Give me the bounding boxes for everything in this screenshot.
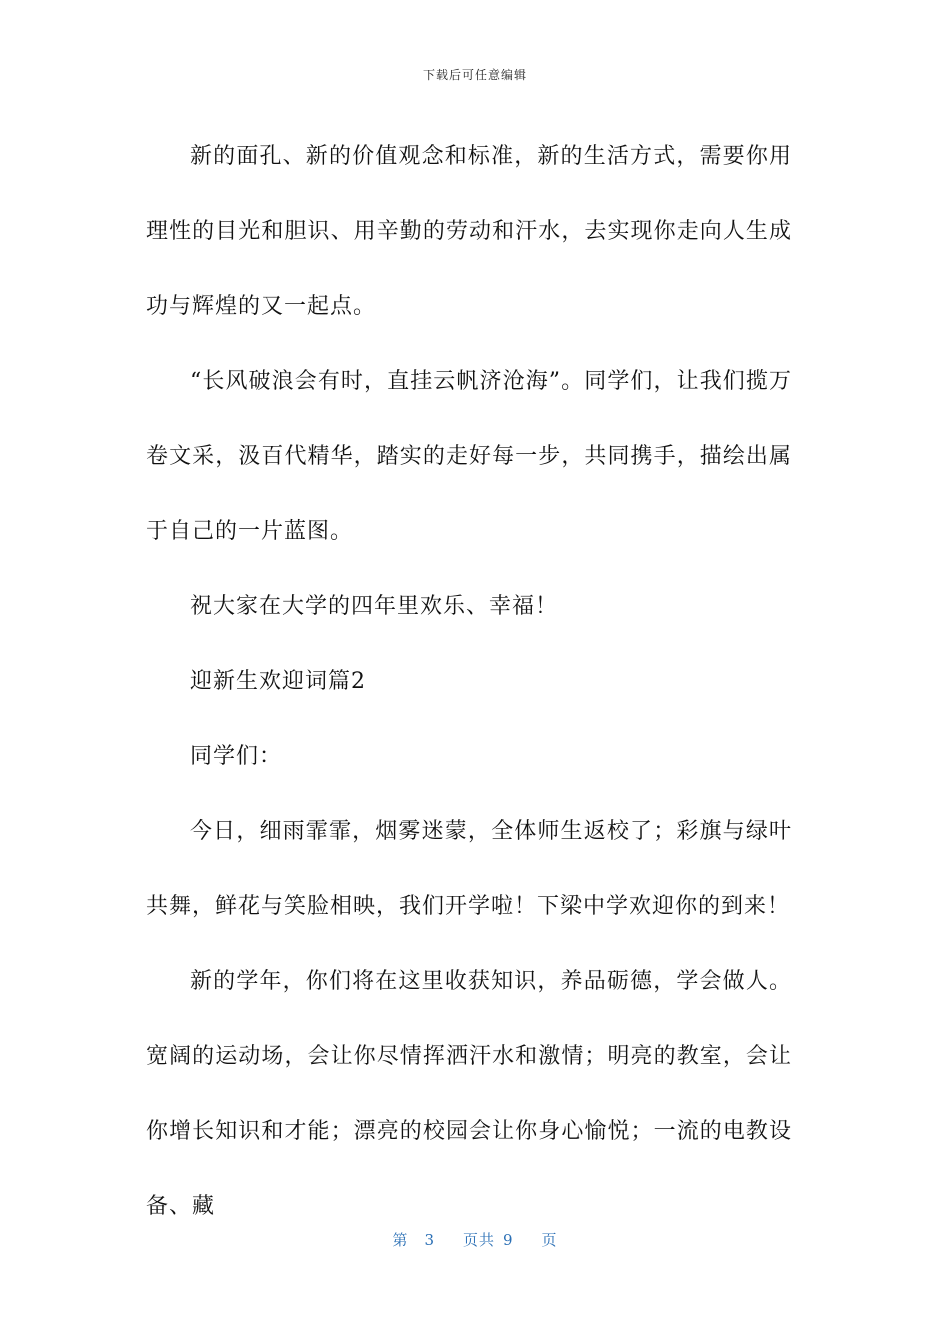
paragraph: 今日，细雨霏霏，烟雾迷蒙，全体师生返校了；彩旗与绿叶共舞，鲜花与笑脸相映，我们开学啦！下梁中学欢迎你的到来！ (146, 819, 792, 919)
footer-ye-gong: 页共 (462, 1231, 495, 1249)
footer-ye: 页 (541, 1231, 558, 1249)
salutation: 同学们： (190, 744, 283, 769)
document-body (146, 119, 792, 1244)
page-number-footer (0, 1229, 950, 1250)
total-pages-number: 9 (503, 1231, 514, 1249)
current-page-number: 3 (424, 1231, 435, 1249)
footer-di: 第 (392, 1231, 409, 1249)
paragraph: “长风破浪会有时，直挂云帆济沧海”。同学们，让我们揽万卷文采，汲百代精华，踏实的走好每一步，共同携手，描绘出属于自己的一片蓝图。 (146, 369, 792, 544)
paragraph: 祝大家在大学的四年里欢乐、幸福！ (190, 594, 559, 619)
header-note: 下载后可任意编辑 (422, 68, 527, 82)
paragraph: 新的面孔、新的价值观念和标准，新的生活方式，需要你用理性的目光和胆识、用辛勤的劳动和汗水，去实现你走向人生成功与辉煌的又一起点。 (146, 144, 792, 319)
paragraph: 新的学年，你们将在这里收获知识，养品砺德，学会做人。宽阔的运动场，会让你尽情挥洒汗水和激情；明亮的教室，会让你增长知识和才能；漂亮的校园会让你身心愉悦；一流的电教设备、藏 (146, 969, 792, 1219)
section-heading: 迎新生欢迎词篇2 (190, 669, 366, 694)
